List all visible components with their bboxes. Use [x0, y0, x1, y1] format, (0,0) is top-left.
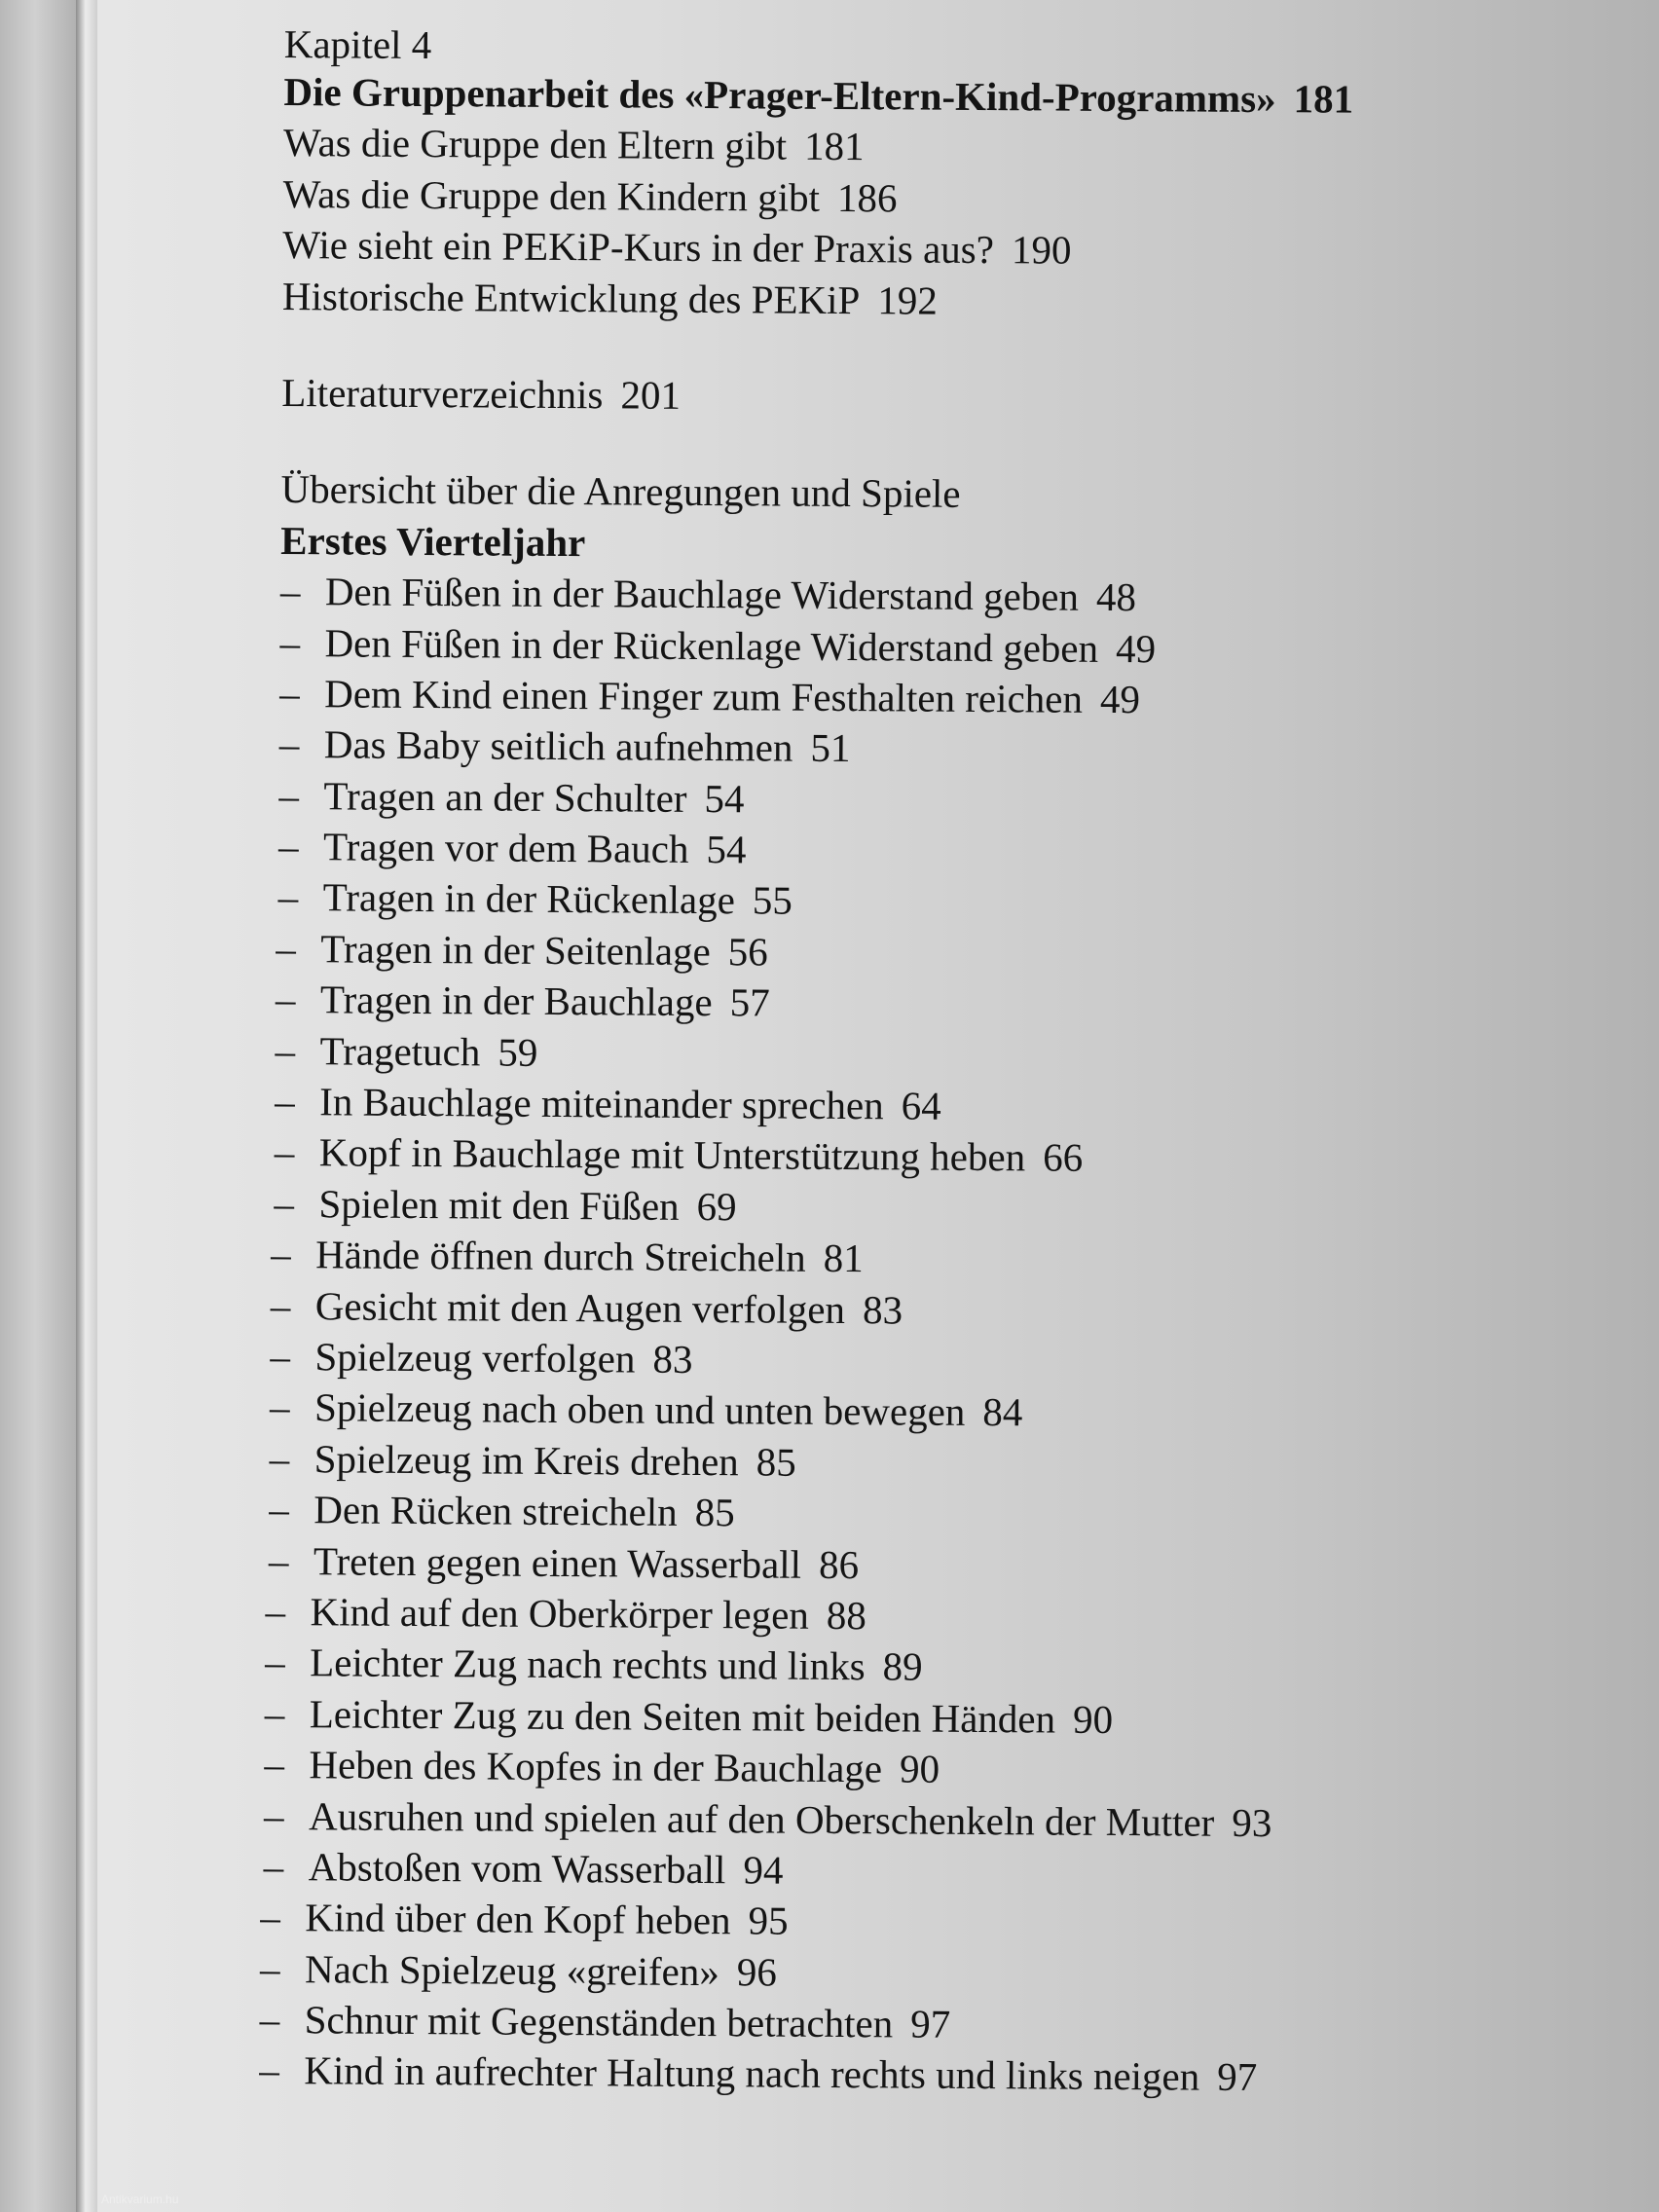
list-bullet: – — [270, 1333, 291, 1380]
list-item-title: Leichter Zug zu den Seiten mit beiden Händen — [309, 1690, 1056, 1742]
list-item — [270, 1331, 1540, 1390]
list-bullet: – — [269, 1435, 290, 1481]
list-item — [278, 770, 1544, 830]
page-fold-edge — [76, 0, 97, 2212]
list-item — [278, 821, 1544, 880]
list-item — [269, 1484, 1539, 1543]
list-item — [260, 1943, 1536, 2004]
list-item-page: 83 — [652, 1336, 693, 1382]
section-line — [282, 219, 1548, 278]
list-item-title: In Bauchlage miteinander sprechen — [319, 1079, 884, 1128]
list-item — [279, 617, 1545, 677]
list-bullet: – — [265, 1588, 286, 1634]
list-bullet: – — [260, 1895, 281, 1940]
list-bullet: – — [264, 1742, 285, 1788]
list-item — [264, 1739, 1537, 1799]
list-item-page: 84 — [982, 1389, 1023, 1435]
overview-entries — [259, 566, 1546, 2105]
list-bullet: – — [270, 1232, 291, 1277]
list-item-title: Tragen an der Schulter — [323, 772, 687, 821]
list-item-title: Gesicht mit den Augen verfolgen — [314, 1282, 846, 1332]
list-item-page: 54 — [706, 827, 747, 872]
list-bullet: – — [259, 2047, 279, 2093]
section-page: 181 — [803, 124, 865, 169]
list-item-title: Tragen in der Seitenlage — [320, 926, 711, 974]
list-item-title: Treten gegen einen Wasserball — [313, 1537, 802, 1587]
list-item-page: 51 — [810, 725, 851, 771]
list-item-page: 59 — [498, 1029, 538, 1075]
list-item-title: Das Baby seitlich aufnehmen — [323, 721, 793, 770]
literature-title: Literaturverzeichnis — [281, 369, 604, 418]
list-item-page: 88 — [826, 1592, 867, 1639]
list-item — [265, 1688, 1538, 1749]
list-item-page: 97 — [1217, 2054, 1258, 2100]
list-item-title: Den Rücken streicheln — [313, 1487, 678, 1535]
list-item — [265, 1637, 1538, 1697]
list-item — [278, 871, 1544, 931]
list-bullet: – — [264, 1690, 285, 1736]
list-item-page: 49 — [1115, 625, 1157, 671]
list-item-title: Ausruhen und spielen auf den Oberschenkeln der Mutter — [308, 1792, 1215, 1845]
list-bullet: – — [277, 874, 299, 920]
list-item-page: 97 — [910, 2001, 951, 2046]
list-item — [260, 1892, 1536, 1952]
list-item-page: 54 — [704, 775, 745, 822]
overview-subtitle: Erstes Vierteljahr — [280, 517, 586, 565]
list-item — [276, 974, 1543, 1033]
literature-line — [281, 367, 1547, 426]
list-item-title: Spielen mit den Füßen — [318, 1181, 680, 1229]
section-title: Historische Entwicklung des PEKiP — [281, 273, 861, 322]
list-item — [269, 1534, 1539, 1594]
list-bullet: – — [278, 772, 300, 818]
list-item-page: 49 — [1099, 676, 1141, 722]
list-item-title: Schnur mit Gegenständen betrachten — [304, 1997, 894, 2046]
section-title: Was die Gruppe den Eltern gibt — [282, 120, 788, 168]
list-item-page: 81 — [823, 1235, 864, 1281]
list-bullet: – — [269, 1487, 289, 1532]
list-item-page: 93 — [1232, 1799, 1272, 1845]
list-item-page: 85 — [756, 1439, 796, 1485]
list-bullet: – — [275, 1027, 296, 1073]
list-bullet: – — [275, 977, 296, 1022]
list-item-page: 48 — [1095, 573, 1137, 620]
list-item-page: 69 — [696, 1183, 737, 1230]
list-item-page: 86 — [818, 1541, 860, 1587]
list-item — [270, 1433, 1540, 1493]
section-page: 192 — [877, 276, 939, 323]
list-item-title: Kind in aufrechter Haltung nach rechts und links neigen — [304, 2047, 1200, 2100]
list-bullet: – — [268, 1537, 289, 1583]
chapter-title: Die Gruppenarbeit des «Prager-Eltern-Kind-Programms» — [283, 68, 1276, 122]
neighbor-page-edge — [0, 0, 88, 2212]
list-bullet: – — [274, 1129, 295, 1175]
list-item — [265, 1586, 1538, 1646]
list-bullet: – — [279, 619, 301, 665]
list-item — [259, 1994, 1535, 2054]
list-item — [280, 566, 1546, 625]
list-item-page: 66 — [1043, 1134, 1084, 1181]
section-line — [283, 117, 1549, 176]
chapter-title-line — [283, 66, 1549, 126]
watermark: Antikvarium.hu — [101, 2193, 179, 2206]
list-item — [274, 1178, 1541, 1237]
list-item-page: 64 — [901, 1083, 941, 1128]
list-item-page: 96 — [736, 1948, 777, 1995]
section-line — [282, 271, 1548, 330]
list-bullet: – — [259, 1996, 280, 2043]
list-bullet: – — [278, 721, 300, 767]
list-item-page: 90 — [1072, 1696, 1114, 1742]
list-bullet: – — [275, 1078, 295, 1124]
list-item-page: 83 — [862, 1286, 903, 1333]
list-item — [271, 1280, 1541, 1340]
list-bullet: – — [263, 1792, 284, 1838]
list-item — [264, 1789, 1537, 1850]
list-bullet: – — [269, 1384, 290, 1430]
list-bullet: – — [265, 1640, 285, 1685]
list-bullet: – — [263, 1843, 284, 1889]
list-item-title: Kind über den Kopf heben — [305, 1895, 731, 1943]
list-item-title: Den Füßen in der Rückenlage Widerstand geben — [324, 619, 1099, 671]
list-bullet: – — [279, 670, 300, 717]
list-item-title: Den Füßen in der Bauchlage Widerstand geben — [324, 569, 1080, 619]
list-item-page: 89 — [882, 1643, 923, 1689]
list-item — [275, 1025, 1542, 1085]
list-bullet: – — [270, 1282, 291, 1328]
list-bullet: – — [274, 1180, 295, 1226]
list-item — [271, 1229, 1541, 1289]
list-item-title: Tragetuch — [319, 1027, 481, 1075]
list-item-title: Nach Spielzeug «greifen» — [304, 1945, 719, 1994]
literature-page: 201 — [620, 372, 682, 418]
chapter-sections — [282, 117, 1549, 330]
list-item-page: 56 — [727, 929, 768, 975]
list-item-title: Spielzeug nach oben und unten bewegen — [313, 1384, 966, 1435]
list-bullet: – — [279, 569, 301, 614]
section-title: Was die Gruppe den Kindern gibt — [282, 170, 821, 220]
list-item-title: Hände öffnen durch Streicheln — [314, 1232, 806, 1280]
list-item-page: 94 — [743, 1847, 784, 1893]
list-item — [279, 668, 1545, 727]
list-bullet: – — [277, 824, 299, 869]
list-item-title: Dem Kind einen Finger zum Festhalten reichen — [324, 671, 1084, 721]
list-item — [275, 1076, 1542, 1135]
section-page: 190 — [1011, 227, 1072, 273]
chapter-page: 181 — [1293, 76, 1354, 122]
chapter-label: Kapitel 4 — [283, 21, 432, 68]
list-item-title: Spielzeug im Kreis drehen — [313, 1436, 739, 1485]
list-bullet: – — [259, 1945, 280, 1991]
list-item-page: 95 — [748, 1898, 789, 1943]
list-item-page: 85 — [694, 1490, 735, 1535]
list-item-page: 57 — [729, 979, 770, 1025]
list-item — [275, 1126, 1542, 1186]
list-item — [270, 1382, 1540, 1441]
list-item-title: Abstoßen vom Wasserball — [308, 1844, 726, 1893]
list-item-title: Spielzeug verfolgen — [314, 1334, 636, 1382]
list-item-title: Tragen vor dem Bauch — [322, 824, 689, 871]
list-item — [264, 1841, 1537, 1901]
table-of-contents — [259, 21, 1550, 2105]
list-item — [276, 923, 1543, 982]
list-bullet: – — [276, 925, 297, 971]
list-item — [259, 2045, 1535, 2105]
list-item-title: Leichter Zug nach rechts und links — [310, 1640, 866, 1689]
list-item-title: Tragen in der Rückenlage — [322, 874, 736, 923]
list-item-page: 55 — [752, 877, 793, 924]
section-title: Wie sieht ein PEKiP-Kurs in der Praxis aus? — [282, 222, 995, 273]
list-item — [279, 719, 1545, 778]
list-item-title: Heben des Kopfes in der Bauchlage — [309, 1742, 883, 1791]
list-item-page: 90 — [899, 1746, 940, 1791]
list-item-title: Kopf in Bauchlage mit Unterstützung heben — [318, 1129, 1026, 1180]
section-page: 186 — [836, 174, 898, 221]
list-item-title: Tragen in der Bauchlage — [319, 977, 713, 1025]
section-line — [283, 168, 1549, 228]
overview-title: Übersicht über die Anregungen und Spiele — [280, 466, 961, 517]
list-item-title: Kind auf den Oberkörper legen — [310, 1589, 810, 1638]
